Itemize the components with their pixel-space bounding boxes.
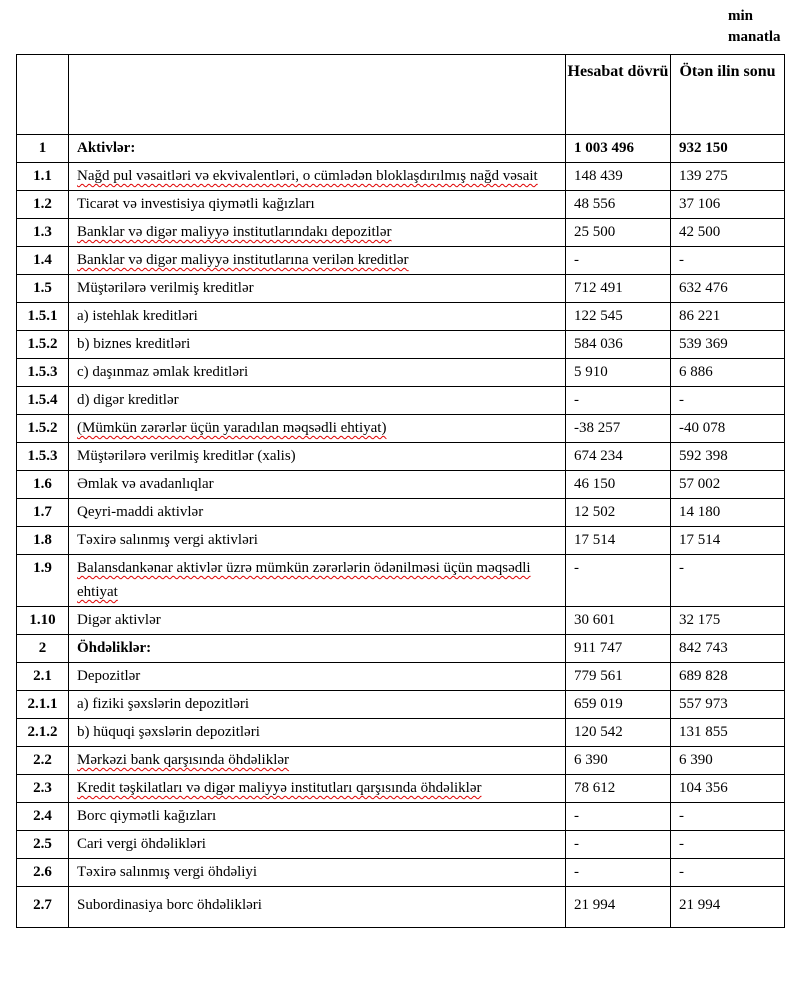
row-value-reporting-period-text: 12 502 xyxy=(574,504,616,520)
row-value-previous-year xyxy=(671,555,785,607)
row-label xyxy=(69,859,566,887)
row-number xyxy=(17,663,69,691)
row-value-previous-year-text: 21 994 xyxy=(679,897,721,913)
row-value-reporting-period-text: 584 036 xyxy=(574,336,623,352)
row-label xyxy=(69,359,566,387)
row-value-previous-year xyxy=(671,719,785,747)
table-row xyxy=(17,775,785,803)
row-value-previous-year xyxy=(671,275,785,303)
table-row xyxy=(17,415,785,443)
row-number-text: 1.5.2 xyxy=(27,420,58,436)
row-value-reporting-period-text: - xyxy=(574,836,579,852)
table-row xyxy=(17,607,785,635)
row-value-previous-year-text: 592 398 xyxy=(679,448,728,464)
row-value-previous-year xyxy=(671,859,785,887)
row-number-text: 1.5.3 xyxy=(27,364,58,380)
row-value-reporting-period xyxy=(566,359,671,387)
row-label-text: Mərkəzi bank qarşısında öhdəliklər xyxy=(77,752,290,768)
table-row xyxy=(17,635,785,663)
row-number-text: 2.1 xyxy=(33,668,52,684)
row-value-reporting-period xyxy=(566,471,671,499)
row-value-previous-year xyxy=(671,747,785,775)
row-label xyxy=(69,555,566,607)
row-value-previous-year-text: - xyxy=(679,864,684,880)
row-number-text: 2.6 xyxy=(33,864,52,880)
row-number-text: 1.5 xyxy=(33,280,52,296)
row-value-reporting-period xyxy=(566,775,671,803)
row-value-reporting-period-text: 712 491 xyxy=(574,280,623,296)
row-label xyxy=(69,887,566,928)
row-number xyxy=(17,859,69,887)
row-value-reporting-period xyxy=(566,275,671,303)
row-value-reporting-period xyxy=(566,527,671,555)
table-body xyxy=(17,135,785,928)
table-row xyxy=(17,831,785,859)
row-label-text: Banklar və digər maliyyə institutlarına verilən kreditlər xyxy=(77,252,409,268)
row-value-reporting-period-text: 674 234 xyxy=(574,448,623,464)
row-value-previous-year-text: - xyxy=(679,808,684,824)
row-value-previous-year-text: - xyxy=(679,560,684,576)
row-value-reporting-period xyxy=(566,219,671,247)
table-row xyxy=(17,859,785,887)
row-number-text: 2.2 xyxy=(33,752,52,768)
table-row xyxy=(17,887,785,928)
row-label xyxy=(69,471,566,499)
header-cell-number-empty xyxy=(17,55,69,135)
row-value-reporting-period xyxy=(566,859,671,887)
row-value-previous-year xyxy=(671,163,785,191)
row-label xyxy=(69,275,566,303)
table-row xyxy=(17,663,785,691)
row-value-reporting-period xyxy=(566,499,671,527)
row-value-previous-year xyxy=(671,191,785,219)
table-row xyxy=(17,275,785,303)
row-number-text: 2.4 xyxy=(33,808,52,824)
row-value-previous-year-text: 57 002 xyxy=(679,476,721,492)
row-label xyxy=(69,135,566,163)
row-label-text: Müştərilərə verilmiş kreditlər xyxy=(77,280,254,296)
row-label-text: b) hüquqi şəxslərin depozitləri xyxy=(77,724,260,740)
row-number xyxy=(17,247,69,275)
row-number xyxy=(17,163,69,191)
row-value-reporting-period xyxy=(566,831,671,859)
row-value-reporting-period xyxy=(566,387,671,415)
table-row xyxy=(17,527,785,555)
row-label-text: Kredit təşkilatları və digər maliyyə institutları qarşısında öhdəliklər xyxy=(77,780,482,796)
row-number-text: 1.2 xyxy=(33,196,52,212)
row-value-previous-year xyxy=(671,831,785,859)
row-number xyxy=(17,635,69,663)
row-number xyxy=(17,775,69,803)
row-number-text: 1.1 xyxy=(33,168,52,184)
row-label xyxy=(69,331,566,359)
row-value-reporting-period xyxy=(566,607,671,635)
row-label-text: Cari vergi öhdəlikləri xyxy=(77,836,206,852)
row-value-previous-year xyxy=(671,247,785,275)
row-label-text: Təxirə salınmış vergi öhdəliyi xyxy=(77,864,258,880)
row-value-reporting-period-text: 30 601 xyxy=(574,612,616,628)
row-label xyxy=(69,303,566,331)
row-label-text: Ticarət və investisiya qiymətli kağızları xyxy=(77,196,315,212)
row-value-previous-year-text: 557 973 xyxy=(679,696,728,712)
row-label xyxy=(69,719,566,747)
table-row xyxy=(17,135,785,163)
row-number-text: 1.7 xyxy=(33,504,52,520)
row-value-previous-year xyxy=(671,691,785,719)
row-value-previous-year-text: 104 356 xyxy=(679,780,728,796)
row-value-previous-year-text: 17 514 xyxy=(679,532,721,548)
header-row xyxy=(17,55,785,135)
row-value-reporting-period-text: 6 390 xyxy=(574,752,608,768)
table-row xyxy=(17,555,785,607)
row-number-text: 1.5.3 xyxy=(27,448,58,464)
row-number xyxy=(17,887,69,928)
row-value-reporting-period-text: 122 545 xyxy=(574,308,623,324)
row-value-previous-year xyxy=(671,359,785,387)
row-number-text: 1.6 xyxy=(33,476,52,492)
row-label-text: Subordinasiya borc öhdəlikləri xyxy=(77,897,262,913)
row-value-previous-year xyxy=(671,471,785,499)
row-number-text: 1.9 xyxy=(33,560,52,576)
row-value-reporting-period xyxy=(566,415,671,443)
table-row xyxy=(17,219,785,247)
row-value-previous-year xyxy=(671,527,785,555)
row-value-reporting-period xyxy=(566,663,671,691)
row-value-reporting-period-text: - xyxy=(574,392,579,408)
row-value-reporting-period xyxy=(566,163,671,191)
row-number xyxy=(17,607,69,635)
row-value-reporting-period-text: 78 612 xyxy=(574,780,616,796)
row-label-text: Əmlak və avadanlıqlar xyxy=(77,476,214,492)
row-label-text: Depozitlər xyxy=(77,668,141,684)
row-number-text: 2.1.1 xyxy=(27,696,58,712)
row-number xyxy=(17,499,69,527)
row-number-text: 1.10 xyxy=(29,612,56,628)
row-value-previous-year-text: -40 078 xyxy=(679,420,726,436)
table-row xyxy=(17,443,785,471)
row-value-previous-year-text: 539 369 xyxy=(679,336,728,352)
row-label-text: a) fiziki şəxslərin depozitləri xyxy=(77,696,250,712)
table-row xyxy=(17,803,785,831)
row-value-reporting-period xyxy=(566,719,671,747)
row-value-previous-year xyxy=(671,803,785,831)
row-number-text: 1.3 xyxy=(33,224,52,240)
row-number-text: 2.1.2 xyxy=(27,724,58,740)
row-label xyxy=(69,663,566,691)
row-label xyxy=(69,415,566,443)
row-label xyxy=(69,635,566,663)
row-label xyxy=(69,247,566,275)
row-number-text: 1.5.1 xyxy=(27,308,58,324)
row-number-text: 1.5.4 xyxy=(27,392,58,408)
row-label xyxy=(69,219,566,247)
row-number-text: 2 xyxy=(38,640,47,656)
row-value-previous-year-text: 6 390 xyxy=(679,752,713,768)
row-value-reporting-period xyxy=(566,803,671,831)
table-row xyxy=(17,247,785,275)
row-value-reporting-period-text: 46 150 xyxy=(574,476,616,492)
row-label-text: c) daşınmaz əmlak kreditləri xyxy=(77,364,249,380)
row-label xyxy=(69,527,566,555)
row-value-previous-year-text: 37 106 xyxy=(679,196,721,212)
row-value-previous-year xyxy=(671,635,785,663)
row-value-reporting-period-text: 911 747 xyxy=(574,640,623,656)
row-value-previous-year-text: 14 180 xyxy=(679,504,721,520)
row-number xyxy=(17,275,69,303)
row-label xyxy=(69,607,566,635)
row-label xyxy=(69,387,566,415)
row-value-reporting-period-text: 148 439 xyxy=(574,168,623,184)
row-label-text: Müştərilərə verilmiş kreditlər (xalis) xyxy=(77,448,296,464)
row-value-previous-year xyxy=(671,219,785,247)
unit-note xyxy=(728,6,780,48)
row-number-text: 2.7 xyxy=(33,897,52,913)
row-number-text: 2.3 xyxy=(33,780,52,796)
row-value-reporting-period-text: 48 556 xyxy=(574,196,616,212)
row-label-text: a) istehlak kreditləri xyxy=(77,308,198,324)
row-value-previous-year-text: - xyxy=(679,836,684,852)
row-number-text: 1.5.2 xyxy=(27,336,58,352)
row-label xyxy=(69,775,566,803)
balance-sheet-table xyxy=(16,54,785,928)
row-value-previous-year xyxy=(671,607,785,635)
row-value-reporting-period-text: - xyxy=(574,864,579,880)
row-value-reporting-period-text: 17 514 xyxy=(574,532,616,548)
row-value-previous-year-text: 632 476 xyxy=(679,280,728,296)
row-value-reporting-period-text: - xyxy=(574,808,579,824)
row-number xyxy=(17,331,69,359)
row-value-previous-year-text: 842 743 xyxy=(679,640,728,656)
table-row xyxy=(17,471,785,499)
row-label xyxy=(69,191,566,219)
header-cell-previous-year-end: Ötən ilin sonu xyxy=(671,55,785,135)
row-value-previous-year xyxy=(671,387,785,415)
table-row xyxy=(17,303,785,331)
row-value-reporting-period xyxy=(566,331,671,359)
row-value-previous-year xyxy=(671,499,785,527)
row-value-reporting-period xyxy=(566,135,671,163)
table-row xyxy=(17,359,785,387)
row-value-previous-year-text: 689 828 xyxy=(679,668,728,684)
row-number-text: 2.5 xyxy=(33,836,52,852)
row-value-previous-year-text: 32 175 xyxy=(679,612,721,628)
row-label-text: b) biznes kreditləri xyxy=(77,336,191,352)
row-number-text: 1 xyxy=(38,140,47,156)
table-row xyxy=(17,499,785,527)
table-row xyxy=(17,691,785,719)
table-row xyxy=(17,191,785,219)
row-number xyxy=(17,719,69,747)
row-value-reporting-period-text: 779 561 xyxy=(574,668,623,684)
row-value-reporting-period-text: 21 994 xyxy=(574,897,616,913)
row-number-text: 1.8 xyxy=(33,532,52,548)
row-value-previous-year xyxy=(671,887,785,928)
row-value-previous-year xyxy=(671,443,785,471)
row-label xyxy=(69,747,566,775)
row-value-previous-year-text: 86 221 xyxy=(679,308,721,324)
row-number xyxy=(17,359,69,387)
unit-note-line1: min xyxy=(728,8,754,24)
row-value-reporting-period xyxy=(566,747,671,775)
row-label-text: Təxirə salınmış vergi aktivləri xyxy=(77,532,258,548)
row-label-text: Qeyri-maddi aktivlər xyxy=(77,504,204,520)
row-label-text: Balansdankənar aktivlər üzrə mümkün zərərlərin ödənilməsi üçün məqsədli ehtiyat xyxy=(77,560,531,600)
row-number xyxy=(17,415,69,443)
row-number xyxy=(17,555,69,607)
row-value-previous-year xyxy=(671,303,785,331)
row-value-previous-year-text: 131 855 xyxy=(679,724,728,740)
row-value-reporting-period xyxy=(566,691,671,719)
row-number xyxy=(17,803,69,831)
row-number xyxy=(17,135,69,163)
row-value-previous-year-text: 6 886 xyxy=(679,364,713,380)
row-number xyxy=(17,219,69,247)
row-number-text: 1.4 xyxy=(33,252,52,268)
row-label-text: Banklar və digər maliyyə institutlarındakı depozitlər xyxy=(77,224,392,240)
row-value-previous-year-text: - xyxy=(679,392,684,408)
row-value-reporting-period-text: - xyxy=(574,560,579,576)
row-value-previous-year-text: - xyxy=(679,252,684,268)
table-row xyxy=(17,331,785,359)
row-value-reporting-period xyxy=(566,887,671,928)
row-value-reporting-period-text: 1 003 496 xyxy=(574,140,634,156)
row-value-reporting-period-text: 5 910 xyxy=(574,364,608,380)
row-label xyxy=(69,443,566,471)
row-number xyxy=(17,303,69,331)
row-number xyxy=(17,691,69,719)
row-number xyxy=(17,387,69,415)
row-label-text: Aktivlər: xyxy=(77,140,136,156)
row-value-reporting-period-text: - xyxy=(574,252,579,268)
row-value-reporting-period xyxy=(566,247,671,275)
row-number xyxy=(17,831,69,859)
row-value-reporting-period xyxy=(566,191,671,219)
row-value-previous-year xyxy=(671,415,785,443)
row-value-previous-year xyxy=(671,331,785,359)
row-number xyxy=(17,191,69,219)
row-value-reporting-period xyxy=(566,555,671,607)
row-value-previous-year xyxy=(671,775,785,803)
row-label-text: (Mümkün zərərlər üçün yaradılan məqsədli ehtiyat) xyxy=(77,420,387,436)
row-value-previous-year-text: 139 275 xyxy=(679,168,728,184)
row-label-text: Borc qiymətli kağızları xyxy=(77,808,217,824)
table-row xyxy=(17,163,785,191)
row-label xyxy=(69,499,566,527)
row-label-text: Öhdəliklər: xyxy=(77,640,152,656)
table-row xyxy=(17,719,785,747)
header-cell-reporting-period: Hesabat dövrü xyxy=(566,55,671,135)
row-label xyxy=(69,163,566,191)
row-label xyxy=(69,831,566,859)
row-value-reporting-period xyxy=(566,635,671,663)
row-label-text: Digər aktivlər xyxy=(77,612,161,628)
row-number xyxy=(17,471,69,499)
row-value-previous-year xyxy=(671,663,785,691)
row-value-reporting-period-text: 25 500 xyxy=(574,224,616,240)
row-value-reporting-period xyxy=(566,443,671,471)
row-value-reporting-period xyxy=(566,303,671,331)
table-row xyxy=(17,387,785,415)
row-value-previous-year-text: 42 500 xyxy=(679,224,721,240)
row-value-reporting-period-text: 659 019 xyxy=(574,696,623,712)
row-number xyxy=(17,443,69,471)
row-label xyxy=(69,803,566,831)
row-label-text: Nağd pul vəsaitləri və ekvivalentləri, o cümlədən bloklaşdırılmış nağd vəsait xyxy=(77,168,538,184)
row-value-reporting-period-text: 120 542 xyxy=(574,724,623,740)
row-number xyxy=(17,747,69,775)
row-value-previous-year-text: 932 150 xyxy=(679,140,728,156)
row-value-reporting-period-text: -38 257 xyxy=(574,420,621,436)
row-number xyxy=(17,527,69,555)
unit-note-line2: manatla xyxy=(728,29,781,45)
row-label-text: d) digər kreditlər xyxy=(77,392,179,408)
row-value-previous-year xyxy=(671,135,785,163)
table-row xyxy=(17,747,785,775)
header-cell-label-empty xyxy=(69,55,566,135)
row-label xyxy=(69,691,566,719)
